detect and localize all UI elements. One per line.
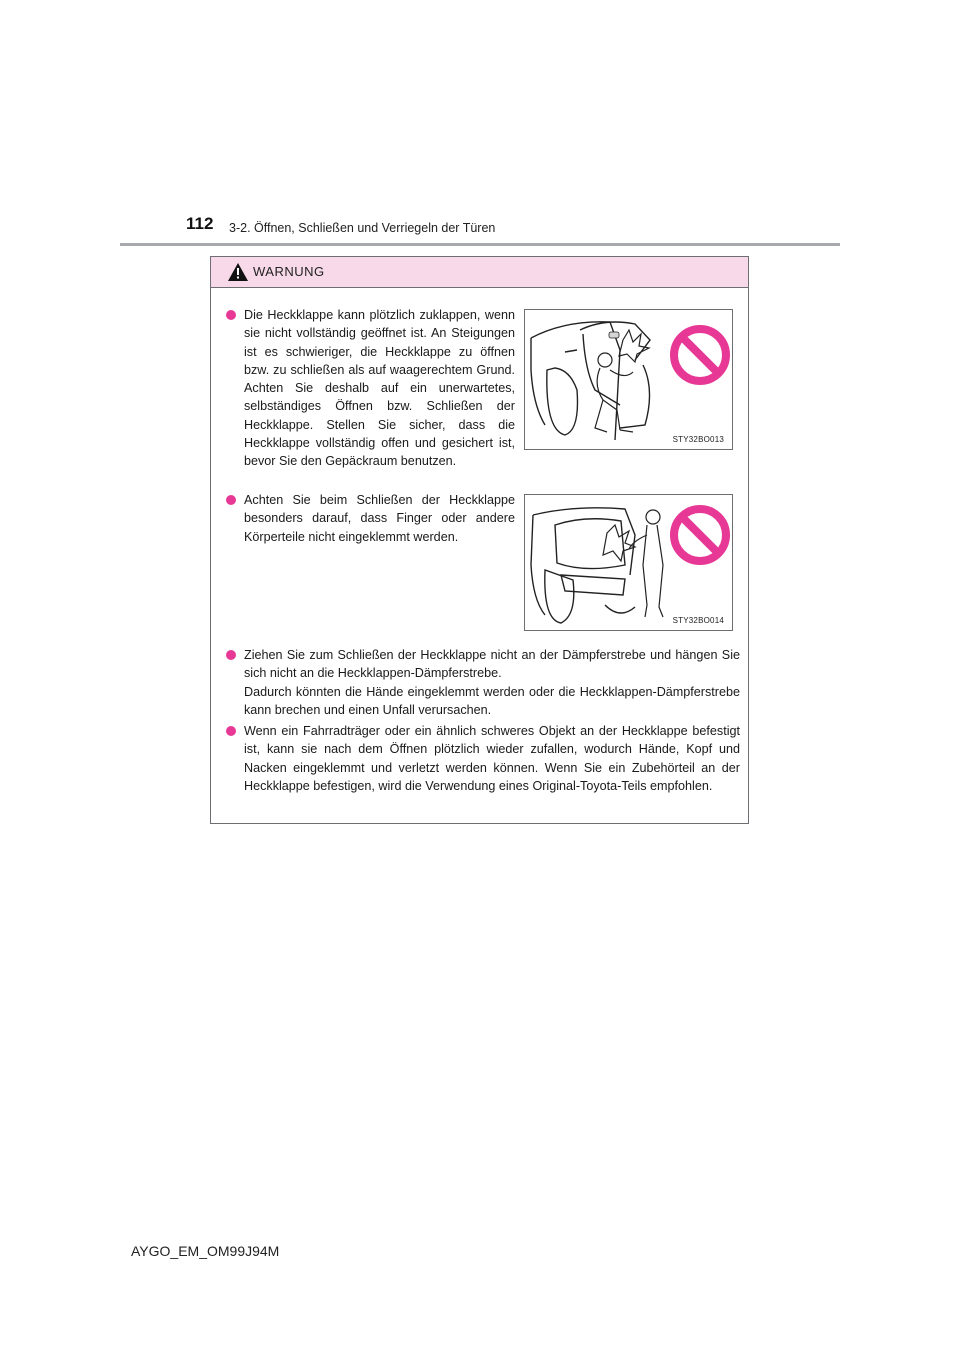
bullet-icon xyxy=(226,650,236,660)
figure-2 xyxy=(524,494,733,631)
warning-triangle-icon xyxy=(228,263,248,281)
section-title: 3-2. Öffnen, Schließen und Verriegeln der Türen xyxy=(229,221,496,235)
bullet-icon xyxy=(226,726,236,736)
bullet-icon xyxy=(226,310,236,320)
warning-item-text: Wenn ein Fahrradträger oder ein ähnlich schweres Objekt an der Heckklappe befestigt ist, kann sie nach dem Öffnen plötzlich wieder zufallen, wodurch Hände, Kopf und Nacken eingeklemmt und verletzt werden können. Wenn Sie ein Zubehörteil an der Heckklappe befestigen, wird die Verwendung eines Original-Toyota-Teils empfohlen. xyxy=(244,724,740,793)
figure-1 xyxy=(524,309,733,450)
bullet-icon xyxy=(226,495,236,505)
warning-box xyxy=(210,256,749,824)
warning-item-2 xyxy=(226,491,515,546)
warning-item-4 xyxy=(226,722,740,795)
warning-item-1 xyxy=(226,306,515,471)
figure-code: STY32BO013 xyxy=(672,435,724,444)
figure-code: STY32BO014 xyxy=(672,616,724,625)
page-number: 112 xyxy=(186,214,214,233)
warning-header xyxy=(211,257,748,288)
car-tailgate-illustration-1 xyxy=(525,310,732,449)
warning-item-text: Die Heckklappe kann plötzlich zuklappen, wenn sie nicht vollständig geöffnet ist. An Steigungen ist es schwieriger, die Heckklappe zu öffnen bzw. zu schließen als auf waagerechtem Grund. Achten Sie deshalb auf ein unerwartetes, selbständiges Öffnen bzw. Schließen der Heckklappe. Stellen Sie sicher, dass die Heckklappe vollständig offen und gesichert ist, bevor Sie den Gepäckraum benutzen. xyxy=(244,308,515,469)
warning-item-continuation: Dadurch könnten die Hände eingeklemmt werden oder die Heckklappen-Dämpferstrebe kann brechen und einen Unfall verursachen. xyxy=(244,684,740,717)
warning-item-text: Ziehen Sie zum Schließen der Heckklappe nicht an der Dämpferstrebe und hängen Sie sich nicht an die Heckklappen-Dämpferstrebe. xyxy=(244,648,740,681)
warning-item-text: Achten Sie beim Schließen der Heckklappe besonders darauf, dass Finger oder andere Körperteile nicht eingeklemmt werden. xyxy=(244,493,515,544)
warning-item-3 xyxy=(226,646,740,719)
header-rule xyxy=(120,243,840,246)
car-tailgate-illustration-2 xyxy=(525,495,732,630)
warning-title: WARNUNG xyxy=(253,264,325,279)
document-code: AYGO_EM_OM99J94M xyxy=(131,1243,280,1259)
